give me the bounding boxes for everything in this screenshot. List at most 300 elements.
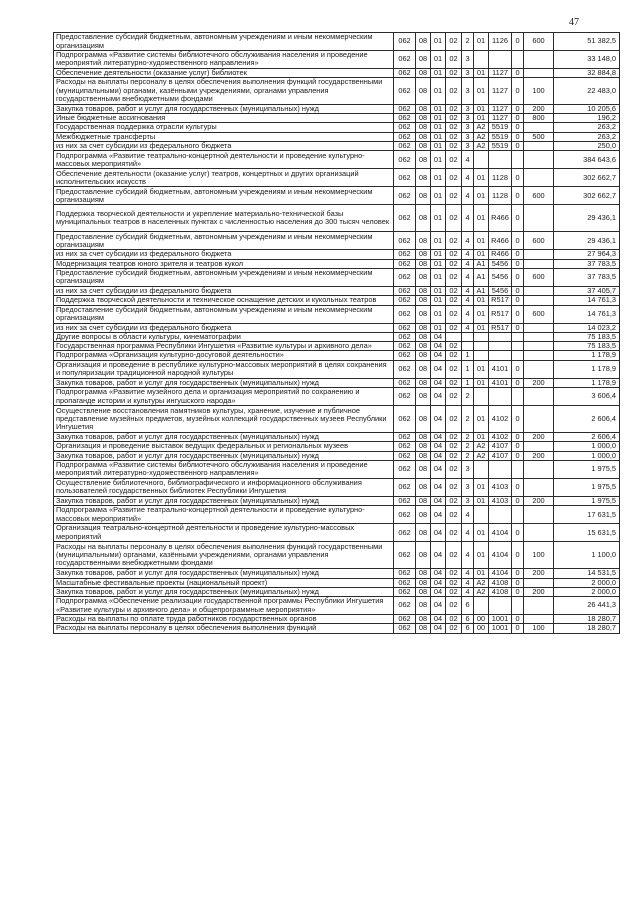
cell-p3: 01 <box>474 542 489 569</box>
cell-min: 062 <box>394 615 416 624</box>
cell-pr: 01 <box>431 33 446 51</box>
cell-p5 <box>512 597 524 615</box>
cell-vr <box>524 332 554 341</box>
cell-p2: 4 <box>462 569 474 578</box>
cell-sum: 18 280,7 <box>554 624 620 633</box>
cell-p5: 0 <box>512 169 524 187</box>
cell-p5: 0 <box>512 406 524 433</box>
cell-p5: 0 <box>512 259 524 268</box>
cell-name: Осуществление восстановления памятников культуры, хранение, изучение и публичное представление музейных предметов, музейных коллекций государственных музеев Республики Ингушетия <box>54 406 394 433</box>
cell-min: 062 <box>394 478 416 496</box>
cell-name: Государственная программа Республики Ингушетия «Развитие культуры и архивного дела» <box>54 342 394 351</box>
cell-p2: 2 <box>462 433 474 442</box>
cell-p4: R466 <box>489 205 512 232</box>
cell-min: 062 <box>394 323 416 332</box>
cell-p3: A2 <box>474 132 489 141</box>
table-row <box>54 624 620 633</box>
cell-p1: 02 <box>446 104 462 113</box>
cell-rz: 08 <box>416 104 431 113</box>
cell-name: из них за счет субсидии из федерального бюджета <box>54 286 394 295</box>
cell-p1: 02 <box>446 587 462 596</box>
cell-sum: 1 100,0 <box>554 542 620 569</box>
cell-name: Осуществление библиотечного, библиографического и информационного обслуживания пользователей государственных библиотек Республики Ингушетия <box>54 478 394 496</box>
cell-rz: 08 <box>416 77 431 104</box>
table-row <box>54 587 620 596</box>
cell-p1: 02 <box>446 569 462 578</box>
cell-p5: 0 <box>512 578 524 587</box>
cell-vr: 600 <box>524 305 554 323</box>
cell-p3: A2 <box>474 442 489 451</box>
cell-p5: 0 <box>512 496 524 505</box>
cell-pr: 01 <box>431 77 446 104</box>
cell-sum: 75 183,5 <box>554 332 620 341</box>
cell-rz: 08 <box>416 460 431 478</box>
cell-rz: 08 <box>416 388 431 406</box>
cell-rz: 08 <box>416 169 431 187</box>
cell-p3: A2 <box>474 451 489 460</box>
cell-p2: 3 <box>462 51 474 69</box>
cell-p1: 02 <box>446 360 462 378</box>
cell-p2: 6 <box>462 624 474 633</box>
cell-min: 062 <box>394 624 416 633</box>
cell-sum: 37 783,5 <box>554 259 620 268</box>
cell-vr <box>524 123 554 132</box>
cell-p3 <box>474 151 489 169</box>
cell-p1: 02 <box>446 51 462 69</box>
cell-p1: 02 <box>446 388 462 406</box>
cell-sum: 2 606,4 <box>554 433 620 442</box>
table-row <box>54 286 620 295</box>
cell-min: 062 <box>394 296 416 305</box>
cell-p1: 02 <box>446 406 462 433</box>
cell-vr: 800 <box>524 114 554 123</box>
cell-rz: 08 <box>416 587 431 596</box>
cell-rz: 08 <box>416 360 431 378</box>
cell-p4: R466 <box>489 250 512 259</box>
cell-rz: 08 <box>416 332 431 341</box>
cell-vr <box>524 151 554 169</box>
cell-vr <box>524 342 554 351</box>
cell-vr <box>524 360 554 378</box>
cell-p5: 0 <box>512 624 524 633</box>
cell-p1: 02 <box>446 33 462 51</box>
cell-name: Закупка товаров, работ и услуг для государственных (муниципальных) нужд <box>54 569 394 578</box>
cell-p4 <box>489 342 512 351</box>
cell-sum: 1 000,0 <box>554 451 620 460</box>
cell-vr <box>524 286 554 295</box>
cell-pr: 01 <box>431 132 446 141</box>
cell-p3: 01 <box>474 496 489 505</box>
cell-p1: 02 <box>446 323 462 332</box>
table-row <box>54 305 620 323</box>
cell-rz: 08 <box>416 51 431 69</box>
table-row <box>54 460 620 478</box>
cell-name: Предоставление субсидий бюджетным, автономным учреждениям и иным некоммерческим организациям <box>54 268 394 286</box>
cell-min: 062 <box>394 342 416 351</box>
cell-min: 062 <box>394 542 416 569</box>
cell-rz: 08 <box>416 232 431 250</box>
cell-rz: 08 <box>416 250 431 259</box>
cell-name: Модернизация театров юного зрителя и театров кукол <box>54 259 394 268</box>
cell-vr: 100 <box>524 624 554 633</box>
cell-sum: 33 148,0 <box>554 51 620 69</box>
cell-p3: 01 <box>474 360 489 378</box>
cell-p4: 1127 <box>489 104 512 113</box>
cell-p2: 3 <box>462 478 474 496</box>
cell-name: Расходы на выплаты по оплате труда работников государственных органов <box>54 615 394 624</box>
cell-p2: 1 <box>462 360 474 378</box>
cell-p5: 0 <box>512 542 524 569</box>
cell-pr: 01 <box>431 123 446 132</box>
cell-p1: 02 <box>446 259 462 268</box>
cell-p2: 3 <box>462 460 474 478</box>
cell-p1: 02 <box>446 151 462 169</box>
cell-vr <box>524 51 554 69</box>
table-row <box>54 151 620 169</box>
table-row <box>54 360 620 378</box>
cell-sum: 26 441,3 <box>554 597 620 615</box>
cell-p2: 4 <box>462 205 474 232</box>
cell-name: Закупка товаров, работ и услуг для государственных (муниципальных) нужд <box>54 587 394 596</box>
cell-p2: 4 <box>462 169 474 187</box>
table-row <box>54 187 620 205</box>
table-row <box>54 578 620 587</box>
cell-pr: 04 <box>431 451 446 460</box>
cell-min: 062 <box>394 587 416 596</box>
cell-p2: 2 <box>462 442 474 451</box>
cell-rz: 08 <box>416 542 431 569</box>
cell-p3: 01 <box>474 433 489 442</box>
budget-table <box>53 32 620 634</box>
cell-p5 <box>512 332 524 341</box>
cell-name: из них за счет субсидии из федерального бюджета <box>54 323 394 332</box>
table-row <box>54 142 620 151</box>
cell-p5: 0 <box>512 250 524 259</box>
table-row <box>54 51 620 69</box>
table-row <box>54 268 620 286</box>
cell-p1: 02 <box>446 77 462 104</box>
cell-p5: 0 <box>512 305 524 323</box>
cell-name: Другие вопросы в области культуры, кинематографии <box>54 332 394 341</box>
cell-p1: 02 <box>446 68 462 77</box>
cell-p1: 02 <box>446 286 462 295</box>
cell-p5: 0 <box>512 268 524 286</box>
cell-sum: 1 000,0 <box>554 442 620 451</box>
cell-min: 062 <box>394 378 416 387</box>
cell-rz: 08 <box>416 578 431 587</box>
cell-p1: 02 <box>446 496 462 505</box>
cell-name: Закупка товаров, работ и услуг для государственных (муниципальных) нужд <box>54 496 394 505</box>
cell-p5: 0 <box>512 569 524 578</box>
cell-p2: 4 <box>462 587 474 596</box>
cell-min: 062 <box>394 33 416 51</box>
cell-vr: 600 <box>524 187 554 205</box>
cell-min: 062 <box>394 442 416 451</box>
cell-p1: 02 <box>446 250 462 259</box>
cell-pr: 01 <box>431 205 446 232</box>
cell-p2: 6 <box>462 597 474 615</box>
cell-p5: 0 <box>512 123 524 132</box>
cell-min: 062 <box>394 332 416 341</box>
cell-vr <box>524 460 554 478</box>
cell-p4: 4102 <box>489 406 512 433</box>
cell-p2: 2 <box>462 451 474 460</box>
cell-p2: 3 <box>462 132 474 141</box>
cell-vr: 600 <box>524 232 554 250</box>
cell-p3: 00 <box>474 624 489 633</box>
cell-name: Поддержка творческой деятельности и техническое оснащение детских и кукольных театров <box>54 296 394 305</box>
cell-p3: 01 <box>474 77 489 104</box>
cell-min: 062 <box>394 351 416 360</box>
cell-p3 <box>474 388 489 406</box>
cell-pr: 04 <box>431 388 446 406</box>
cell-p1: 02 <box>446 132 462 141</box>
cell-p4: 4101 <box>489 378 512 387</box>
table-row <box>54 615 620 624</box>
table-row <box>54 451 620 460</box>
cell-rz: 08 <box>416 286 431 295</box>
cell-p3: 01 <box>474 33 489 51</box>
cell-p1: 02 <box>446 114 462 123</box>
cell-min: 062 <box>394 187 416 205</box>
cell-rz: 08 <box>416 524 431 542</box>
cell-p2: 2 <box>462 406 474 433</box>
cell-p5: 0 <box>512 187 524 205</box>
cell-vr: 100 <box>524 542 554 569</box>
cell-rz: 08 <box>416 351 431 360</box>
cell-min: 062 <box>394 250 416 259</box>
cell-p5: 0 <box>512 296 524 305</box>
cell-pr: 01 <box>431 151 446 169</box>
cell-p3: 01 <box>474 323 489 332</box>
cell-vr: 200 <box>524 569 554 578</box>
cell-vr: 200 <box>524 104 554 113</box>
cell-p5: 0 <box>512 205 524 232</box>
cell-pr: 04 <box>431 342 446 351</box>
cell-vr <box>524 250 554 259</box>
cell-p3: A2 <box>474 123 489 132</box>
cell-min: 062 <box>394 205 416 232</box>
cell-min: 062 <box>394 51 416 69</box>
cell-p4: 4103 <box>489 496 512 505</box>
cell-pr: 04 <box>431 587 446 596</box>
cell-name: Подпрограмма «Развитие театрально-концертной деятельности и проведение культурно-массовых мероприятий» <box>54 151 394 169</box>
cell-p1: 02 <box>446 451 462 460</box>
cell-p2: 3 <box>462 104 474 113</box>
cell-p1: 02 <box>446 597 462 615</box>
cell-pr: 01 <box>431 232 446 250</box>
cell-p1: 02 <box>446 542 462 569</box>
cell-rz: 08 <box>416 132 431 141</box>
table-row <box>54 524 620 542</box>
cell-rz: 08 <box>416 33 431 51</box>
cell-rz: 08 <box>416 496 431 505</box>
cell-p4: 4101 <box>489 360 512 378</box>
cell-sum: 2 000,0 <box>554 578 620 587</box>
cell-vr <box>524 323 554 332</box>
cell-p2: 4 <box>462 506 474 524</box>
cell-rz: 08 <box>416 406 431 433</box>
cell-sum: 37 783,5 <box>554 268 620 286</box>
cell-name: из них за счет субсидии из федерального бюджета <box>54 250 394 259</box>
cell-p4: 5519 <box>489 123 512 132</box>
cell-min: 062 <box>394 169 416 187</box>
cell-min: 062 <box>394 259 416 268</box>
cell-name: Подпрограмма «Развитие театрально-концертной деятельности и проведение культурно-массовых мероприятий» <box>54 506 394 524</box>
cell-p1: 02 <box>446 578 462 587</box>
cell-p3: 01 <box>474 114 489 123</box>
cell-min: 062 <box>394 569 416 578</box>
table-row <box>54 323 620 332</box>
cell-pr: 04 <box>431 351 446 360</box>
cell-vr <box>524 524 554 542</box>
cell-p3: A2 <box>474 578 489 587</box>
cell-p4: 5456 <box>489 286 512 295</box>
cell-rz: 08 <box>416 615 431 624</box>
cell-rz: 08 <box>416 442 431 451</box>
cell-p3: 01 <box>474 406 489 433</box>
table-row <box>54 388 620 406</box>
cell-min: 062 <box>394 451 416 460</box>
cell-p4: 1001 <box>489 615 512 624</box>
cell-vr <box>524 388 554 406</box>
cell-vr <box>524 259 554 268</box>
cell-name: Предоставление субсидий бюджетным, автономным учреждениям и иным некоммерческим организациям <box>54 33 394 51</box>
cell-p1: 02 <box>446 460 462 478</box>
cell-name: Обеспечение деятельности (оказание услуг) библиотек <box>54 68 394 77</box>
cell-vr <box>524 615 554 624</box>
cell-min: 062 <box>394 114 416 123</box>
cell-pr: 04 <box>431 578 446 587</box>
cell-vr: 200 <box>524 496 554 505</box>
cell-min: 062 <box>394 142 416 151</box>
cell-p2: 3 <box>462 114 474 123</box>
cell-p3: 01 <box>474 68 489 77</box>
cell-p3: 01 <box>474 187 489 205</box>
cell-p5: 0 <box>512 442 524 451</box>
cell-p3: 01 <box>474 232 489 250</box>
cell-sum: 302 662,7 <box>554 169 620 187</box>
table-row <box>54 342 620 351</box>
cell-p4 <box>489 351 512 360</box>
cell-name: Организация и проведение выставок ведущих федеральных и региональных музеев <box>54 442 394 451</box>
cell-min: 062 <box>394 360 416 378</box>
cell-p4: 5456 <box>489 259 512 268</box>
cell-p2: 4 <box>462 259 474 268</box>
cell-rz: 08 <box>416 342 431 351</box>
table-row <box>54 114 620 123</box>
cell-sum: 29 436,1 <box>554 232 620 250</box>
cell-min: 062 <box>394 268 416 286</box>
cell-p3: A2 <box>474 587 489 596</box>
cell-vr: 100 <box>524 77 554 104</box>
cell-sum: 14 023,2 <box>554 323 620 332</box>
cell-p3: 01 <box>474 524 489 542</box>
cell-sum: 196,2 <box>554 114 620 123</box>
cell-p3 <box>474 342 489 351</box>
cell-p1: 02 <box>446 478 462 496</box>
cell-vr <box>524 296 554 305</box>
cell-p4: 4107 <box>489 451 512 460</box>
cell-name: Подпрограмма «Развитие музейного дела и организация мероприятий по сохранению и пропаганде истории и культуры ингушского народа» <box>54 388 394 406</box>
cell-p3: 01 <box>474 569 489 578</box>
cell-p1: 02 <box>446 506 462 524</box>
cell-p4 <box>489 151 512 169</box>
table-row <box>54 351 620 360</box>
cell-p1: 02 <box>446 524 462 542</box>
cell-p4: 4102 <box>489 433 512 442</box>
cell-pr: 01 <box>431 296 446 305</box>
cell-p4 <box>489 597 512 615</box>
cell-p5: 0 <box>512 587 524 596</box>
cell-sum: 263,2 <box>554 123 620 132</box>
cell-vr <box>524 442 554 451</box>
cell-pr: 04 <box>431 460 446 478</box>
cell-p1: 02 <box>446 123 462 132</box>
cell-p5 <box>512 506 524 524</box>
cell-p4: R466 <box>489 232 512 250</box>
cell-name: Подпрограмма «Развитие системы библиотечного обслуживания населения и проведение мероприятий литературно-художественного направления» <box>54 51 394 69</box>
cell-pr: 01 <box>431 104 446 113</box>
cell-pr: 01 <box>431 259 446 268</box>
cell-p4: 1128 <box>489 169 512 187</box>
cell-p1: 02 <box>446 624 462 633</box>
cell-sum: 302 662,7 <box>554 187 620 205</box>
cell-name: Расходы на выплаты персоналу в целях обеспечения выполнения функций государственными (муниципальными) органами, казёнными учреждениями, органами управления государственными внебюджетными фондами <box>54 77 394 104</box>
cell-p2: 4 <box>462 524 474 542</box>
cell-p3 <box>474 51 489 69</box>
cell-vr <box>524 351 554 360</box>
cell-p4: R517 <box>489 323 512 332</box>
cell-p2: 4 <box>462 296 474 305</box>
table-row <box>54 205 620 232</box>
cell-p3: 01 <box>474 378 489 387</box>
cell-p2: 4 <box>462 542 474 569</box>
cell-min: 062 <box>394 506 416 524</box>
cell-pr: 04 <box>431 442 446 451</box>
cell-p1: 02 <box>446 351 462 360</box>
cell-p1 <box>446 332 462 341</box>
cell-rz: 08 <box>416 597 431 615</box>
cell-rz: 08 <box>416 205 431 232</box>
cell-p4: 1128 <box>489 187 512 205</box>
cell-name: Поддержка творческой деятельности и укрепление материально-технической базы муниципальных театров в населенных пунктах с численностью населения до 300 тысяч человек <box>54 205 394 232</box>
cell-p3 <box>474 506 489 524</box>
table-row <box>54 296 620 305</box>
cell-p4 <box>489 506 512 524</box>
cell-rz: 08 <box>416 151 431 169</box>
table-row <box>54 597 620 615</box>
cell-min: 062 <box>394 286 416 295</box>
cell-pr: 04 <box>431 615 446 624</box>
cell-p5: 0 <box>512 77 524 104</box>
table-row <box>54 378 620 387</box>
cell-p5: 0 <box>512 142 524 151</box>
cell-p5: 0 <box>512 433 524 442</box>
table-row <box>54 332 620 341</box>
cell-sum: 37 405,7 <box>554 286 620 295</box>
table-row <box>54 478 620 496</box>
cell-pr: 01 <box>431 323 446 332</box>
cell-name: Подпрограмма «Обеспечение реализации государственной программы Республики Ингушетия «Развитие культуры и архивного дела» и общепрограммные мероприятия» <box>54 597 394 615</box>
cell-pr: 01 <box>431 114 446 123</box>
cell-rz: 08 <box>416 259 431 268</box>
cell-min: 062 <box>394 77 416 104</box>
cell-p4: R517 <box>489 296 512 305</box>
cell-p5: 0 <box>512 132 524 141</box>
cell-p3: 01 <box>474 296 489 305</box>
cell-p5 <box>512 342 524 351</box>
